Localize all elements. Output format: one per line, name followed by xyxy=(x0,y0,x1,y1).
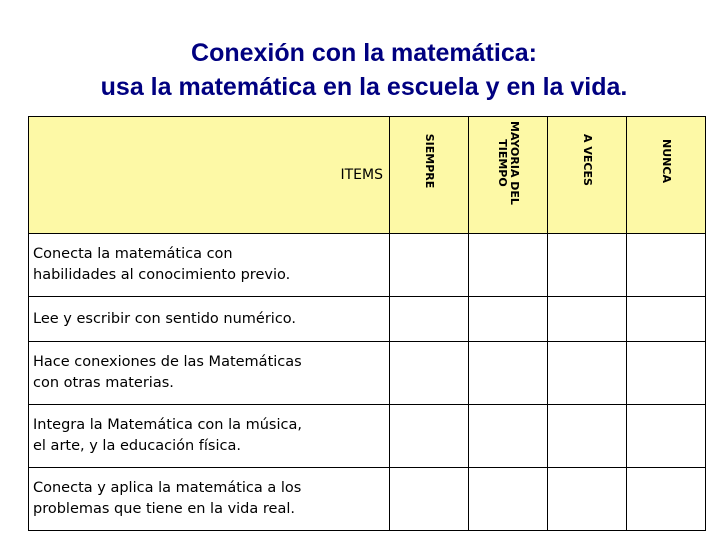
check-cell-mayoria[interactable] xyxy=(469,297,548,342)
table-row xyxy=(29,234,706,297)
item-label xyxy=(29,297,390,342)
check-cell-siempre[interactable] xyxy=(390,234,469,297)
page-title xyxy=(0,36,728,104)
item-label xyxy=(29,468,390,531)
check-cell-a-veces[interactable] xyxy=(548,297,627,342)
check-cell-mayoria[interactable] xyxy=(469,342,548,405)
table-row xyxy=(29,468,706,531)
item-label xyxy=(29,405,390,468)
column-header-label: A VECES xyxy=(581,133,594,186)
item-label-line: Hace conexiones de las Matemáticas xyxy=(33,354,302,370)
title-line-1: Conexión con la matemática: xyxy=(191,39,537,67)
check-cell-a-veces[interactable] xyxy=(548,405,627,468)
check-cell-nunca[interactable] xyxy=(627,234,706,297)
item-label-line: problemas que tiene en la vida real. xyxy=(33,501,295,517)
table-row xyxy=(29,342,706,405)
table-row xyxy=(29,297,706,342)
item-label-line: Conecta y aplica la matemática a los xyxy=(33,480,302,496)
table-row xyxy=(29,405,706,468)
check-cell-siempre[interactable] xyxy=(390,468,469,531)
column-header-a-veces xyxy=(548,117,627,234)
header-row xyxy=(29,117,706,234)
title-line-2: usa la matemática en la escuela y en la vida. xyxy=(100,73,628,101)
check-cell-mayoria[interactable] xyxy=(469,468,548,531)
check-cell-a-veces[interactable] xyxy=(548,468,627,531)
check-cell-nunca[interactable] xyxy=(627,342,706,405)
item-label-line: Integra la Matemática con la música, xyxy=(33,417,302,433)
check-cell-mayoria[interactable] xyxy=(469,405,548,468)
column-header-siempre xyxy=(390,117,469,234)
item-label-line: Conecta la matemática con xyxy=(33,246,233,262)
items-header: ITEMS xyxy=(29,117,390,234)
column-header-label: SIEMPRE xyxy=(423,133,436,189)
check-cell-a-veces[interactable] xyxy=(548,342,627,405)
check-cell-nunca[interactable] xyxy=(627,405,706,468)
checklist-table xyxy=(28,116,706,531)
item-label xyxy=(29,342,390,405)
item-label-line: habilidades al conocimiento previo. xyxy=(33,267,291,283)
column-header-nunca xyxy=(627,117,706,234)
column-header-line: MAYORIA DEL xyxy=(508,121,521,206)
column-header-mayoria xyxy=(469,117,548,234)
column-header-label: NUNCA xyxy=(660,139,673,184)
item-label-line: con otras materias. xyxy=(33,375,174,391)
check-cell-siempre[interactable] xyxy=(390,297,469,342)
check-cell-nunca[interactable] xyxy=(627,468,706,531)
item-label-line: Lee y escribir con sentido numérico. xyxy=(33,310,297,327)
check-cell-siempre[interactable] xyxy=(390,342,469,405)
check-cell-siempre[interactable] xyxy=(390,405,469,468)
item-label-line: el arte, y la educación física. xyxy=(33,438,241,454)
check-cell-a-veces[interactable] xyxy=(548,234,627,297)
check-cell-nunca[interactable] xyxy=(627,297,706,342)
column-header-line: TIEMPO xyxy=(496,139,509,188)
check-cell-mayoria[interactable] xyxy=(469,234,548,297)
item-label xyxy=(29,234,390,297)
column-header-label xyxy=(496,121,520,205)
